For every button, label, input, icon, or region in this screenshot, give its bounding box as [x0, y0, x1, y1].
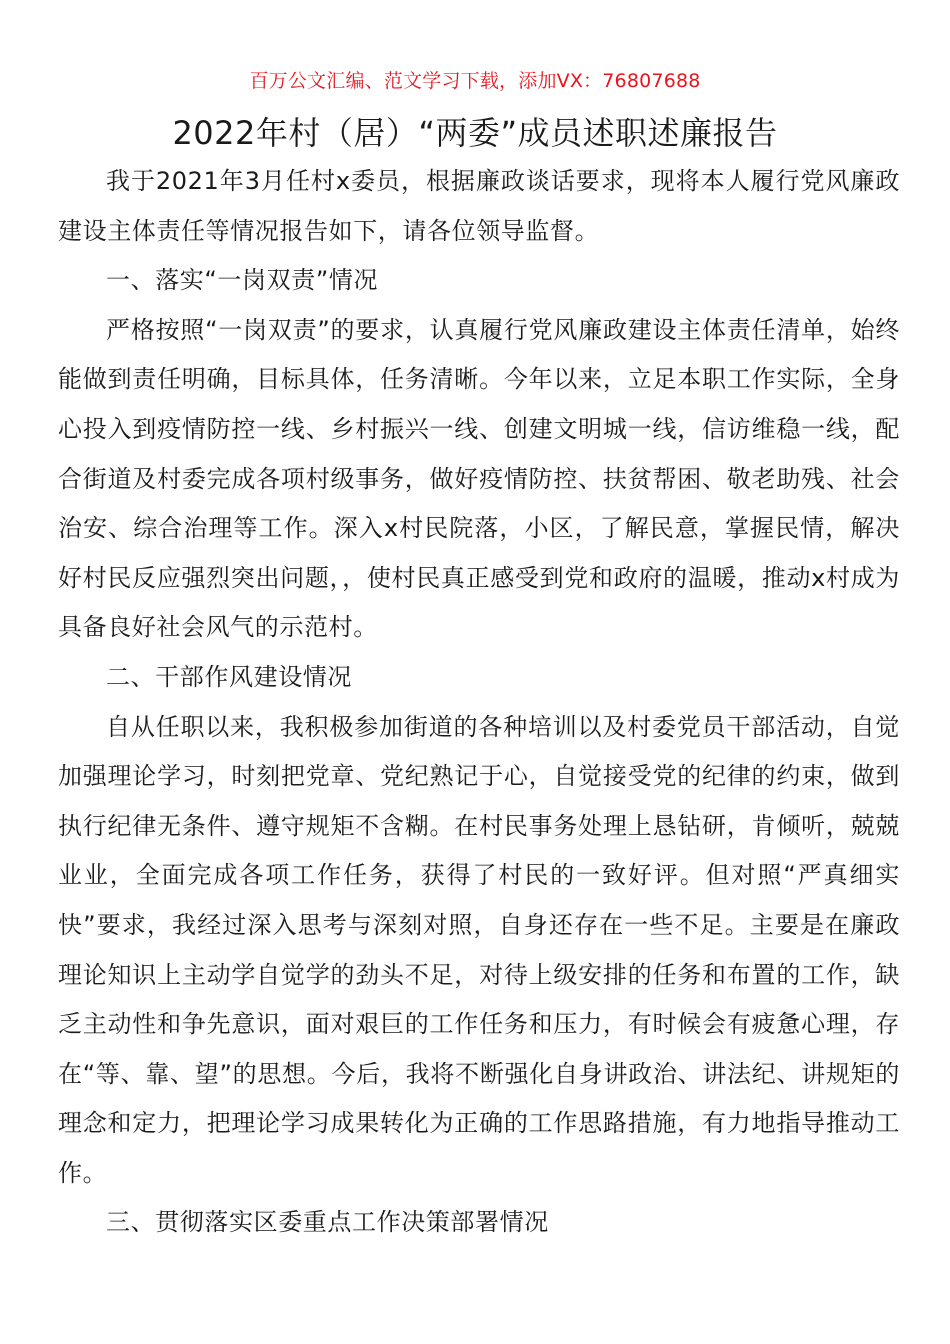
- section-paragraph-1: 严格按照“一岗双责”的要求，认真履行党风廉政建设主体责任清单，始终能做到责任明确，目标具体，任务清晰。今年以来，立足本职工作实际，全身心投入到疫情防控一线、乡村振兴一线、创建文明城一线，信访维稳一线，配合街道及村委完成各项村级事务，做好疫情防控、扶贫帮困、敬老助残、社会治安、综合治理等工作。深入x村民院落，小区，了解民意，掌握民情，解决好村民反应强烈突出问题，，使村民真正感受到党和政府的温暖，推动x村成为具备良好社会风气的示范村。: [58, 315, 900, 642]
- intro-paragraph: 我于2021年3月任村x委员，根据廉政谈话要求，现将本人履行党风廉政建设主体责任等情况报告如下，请各位领导监督。: [58, 167, 900, 245]
- section-heading-1: 一、落实“一岗双责”情况: [106, 266, 379, 295]
- document-body: [58, 157, 900, 1248]
- section-heading-3: 三、贯彻落实区委重点工作决策部署情况: [106, 1208, 549, 1237]
- section-heading-2: 二、干部作风建设情况: [106, 662, 352, 691]
- watermark-banner: 百万公文汇编、范文学习下载，添加VX：76807688: [249, 70, 701, 92]
- section-paragraph-2: 自从任职以来，我积极参加街道的各种培训以及村委党员干部活动，自觉加强理论学习，时刻把党章、党纪熟记于心，自觉接受党的纪律的约束，做到执行纪律无条件、遵守规矩不含糊。在村民事务处理上恳钻研，肯倾听，兢兢业业，全面完成各项工作任务，获得了村民的一致好评。但对照“严真细实快”要求，我经过深入思考与深刻对照，自身还存在一些不足。主要是在廉政理论知识上主动学自觉学的劲头不足，对待上级安排的任务和布置的工作，缺乏主动性和争先意识，面对艰巨的工作任务和压力，有时候会有疲惫心理，存在“等、靠、望”的思想。今后，我将不断强化自身讲政治、讲法纪、讲规矩的理念和定力，把理论学习成果转化为正确的工作思路措施，有力地指导推动工作。: [58, 712, 900, 1187]
- document-title: 2022年村（居）“两委”成员述职述廉报告: [172, 114, 778, 152]
